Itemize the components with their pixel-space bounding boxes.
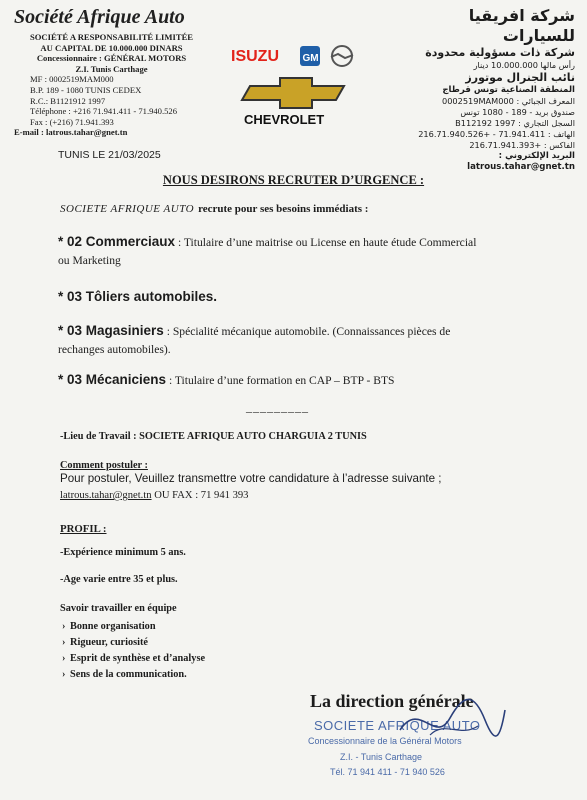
job-title: * 03 Tôliers automobiles. [58,289,218,304]
intro-text: recrute pour ses besoins immédiats : [198,203,369,215]
zone: Z.I. Tunis Carthage [75,63,148,74]
legal-form: SOCIÉTÉ A RESPONSABILITÉ LIMITÉE [29,32,194,42]
job-title: * 02 Commerciaux [58,234,176,249]
handwritten-signature [390,690,510,750]
job-title: * 03 Magasiniers [58,323,164,338]
list-item: › Esprit de synthèse et d’analyse [62,651,205,667]
opel-logo [331,46,353,66]
signature-heading: La direction générale [310,691,474,711]
email: E-mail : latrous.tahar@gnet.tn [14,127,128,138]
job-desc: : Spécialité mécanique automobile. (Connaissances pièces de rechanges automobiles). [58,325,451,356]
job-desc: : Titulaire d’une maitrise ou License en haute étude Commercial ou Marketing [58,236,477,267]
list-item: › Bonne organisation [62,619,205,635]
chevrolet-logo: CHEVROLET [244,112,325,127]
apply-fax: OU FAX : 71 941 393 [151,490,249,501]
zone-ar: المنطقة الصناعية تونس قرطاج [442,85,575,95]
apply-instructions: Pour postuler, Veuillez transmettre votre candidature à l’adresse suivante ; [60,472,442,485]
job-magasiniers [58,322,478,359]
separator: _________ [246,400,309,414]
job-mecaniciens [58,371,478,390]
capital: AU CAPITAL DE 10.000.000 DINARS [40,42,183,53]
intro-line [60,203,368,215]
apply-text [60,471,485,504]
fax-ar: الفاكس : +216.71.941.393 [469,140,575,150]
job-commerciaux [58,233,478,270]
stamp-line: SOCIETE AFRIQUE AUTO [314,718,481,733]
email-ar: البريد الإلكتروني : latrous.tahar@gnet.tn [467,151,575,172]
date-line: TUNIS LE 21/03/2025 [58,149,161,161]
profile-experience: -Expérience minimum 5 ans. [60,547,186,558]
job-desc: : Titulaire d’une formation en CAP – BTP - BTS [166,374,395,387]
chevrolet-bowtie [242,78,344,108]
work-location: -Lieu de Travail : SOCIETE AFRIQUE AUTO CHARGUIA 2 TUNIS [60,431,367,442]
brand-logos [228,40,368,130]
stamp-line: Tél. 71 941 411 - 71 940 526 [330,767,445,777]
tax-id-ar: المعرف الجبائي : 0002519MAM000 [442,96,575,106]
isuzu-logo: ISUZU [231,48,279,65]
dealer-ar: نائب الجنرال موتورز [465,71,575,84]
tax-id: MF : 0002519MAM000 [30,74,114,85]
po-box-ar: صندوق بريد - 189 - 1080 تونس [460,107,575,117]
page-title: NOUS DESIRONS RECRUTER D’URGENCE : [162,173,425,187]
apply-title: Comment postuler : [60,460,148,471]
profile-title: PROFIL : [60,523,107,535]
company-info-left [14,32,209,138]
intro-company: SOCIETE AFRIQUE AUTO [60,203,195,215]
phone-ar: الهاتف : 71.941.411 - +216.71.940.526 [418,129,575,139]
trade-register-ar: السجل التجاري : B112192 1997 [455,118,575,128]
company-info-right [395,6,575,173]
list-item: › Sens de la communication. [62,667,205,683]
fax: Fax : (+216) 71.941.393 [30,116,114,127]
company-name-ar: شركة افريقيا للسيارات [468,6,575,45]
po-box: B.P. 189 - 1080 TUNIS CEDEX [30,84,142,95]
list-item: › Rigueur, curiosité [62,635,205,651]
profile-age: -Age varie entre 35 et plus. [60,574,178,585]
trade-register: R.C.: B1121912 1997 [30,95,106,106]
dealer: Concessionnaire : GÉNÉRAL MOTORS [36,53,187,64]
company-name-fr: Société Afrique Auto [14,6,185,28]
capital-ar: رأس مالها 10.000.000 دينار [473,60,575,70]
stamp-line: Concessionnaire de la Général Motors [308,736,462,746]
gm-logo: GM [302,53,319,64]
apply-email-link[interactable]: latrous.tahar@gnet.tn [60,490,152,501]
legal-form-ar: شركة ذات مسؤولية محدودة [425,46,575,59]
job-title: * 03 Mécaniciens [58,372,167,387]
stamp-line: Z.I. - Tunis Carthage [340,752,423,762]
qualities-list [62,619,205,683]
job-toliers [58,288,478,307]
phone: Téléphone : +216 71.941.411 - 71.940.526 [30,106,178,117]
profile-teamwork: Savoir travailler en équipe [60,603,177,614]
